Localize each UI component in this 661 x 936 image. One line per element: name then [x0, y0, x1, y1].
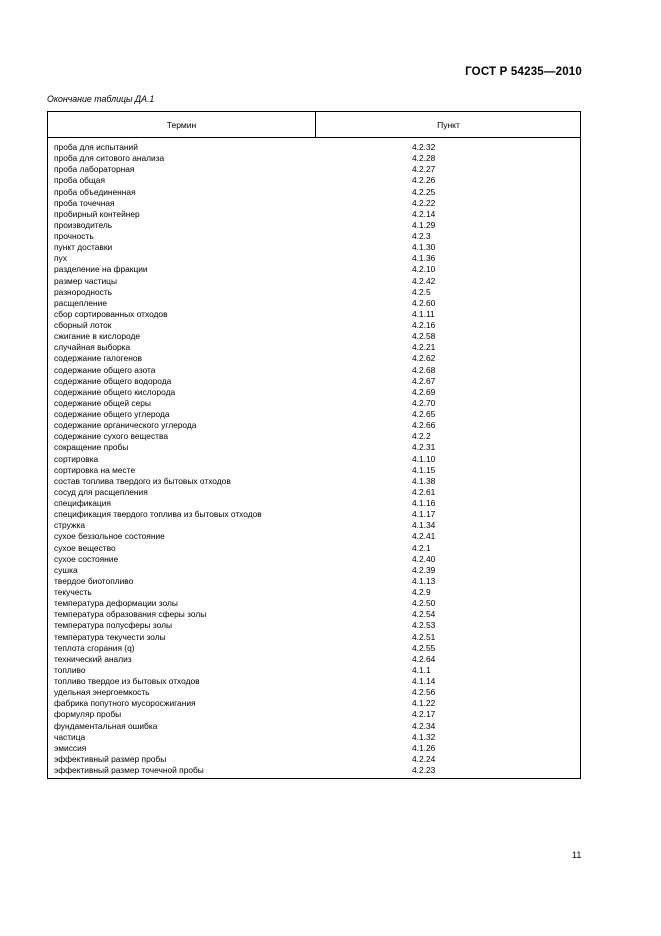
term-cell: содержание общего углерода: [54, 409, 170, 419]
point-cell: 4.1.10: [412, 453, 436, 464]
table-caption: Окончание таблицы ДА.1: [47, 94, 155, 104]
table-row: [48, 709, 580, 720]
point-cell: 4.1.13: [412, 575, 436, 586]
table-row: [48, 643, 580, 654]
term-cell: сжигание в кислороде: [54, 331, 140, 342]
term-cell: сбор сортированных отходов: [54, 308, 168, 319]
term-cell: стружка: [54, 520, 85, 531]
table-row: [48, 309, 580, 320]
table-row: [48, 287, 580, 298]
term-cell: температура текучести золы: [54, 631, 166, 642]
term-cell: разделение на фракции: [54, 264, 148, 275]
term-cell: пух: [54, 253, 67, 264]
table-row: [48, 520, 580, 531]
point-cell: 4.1.26: [412, 742, 436, 753]
point-cell: 4.2.21: [412, 342, 436, 353]
table-row: [48, 654, 580, 665]
table-row: [48, 476, 580, 487]
table-row: [48, 342, 580, 353]
point-cell: 4.2.26: [412, 175, 436, 186]
table-row: [48, 442, 580, 453]
table-row: [48, 220, 580, 231]
table-row: [48, 420, 580, 431]
term-cell: эффективный размер пробы: [54, 753, 167, 764]
term-cell: состав топлива твердого из бытовых отходов: [54, 475, 231, 486]
term-cell: проба для испытаний: [54, 142, 138, 152]
table-row: [48, 554, 580, 565]
point-cell: 4.2.31: [412, 442, 436, 453]
term-cell: удельная энергоемкость: [54, 687, 150, 698]
point-cell: 4.2.60: [412, 297, 436, 308]
term-cell: содержание сухого вещества: [54, 431, 168, 442]
table-row: [48, 587, 580, 598]
point-cell: 4.2.68: [412, 364, 436, 375]
point-cell: 4.2.10: [412, 264, 436, 275]
term-cell: разнородность: [54, 286, 113, 297]
term-cell: сокращение пробы: [54, 442, 129, 453]
point-cell: 4.2.41: [412, 531, 436, 542]
table-row: [48, 242, 580, 253]
point-cell: 4.2.66: [412, 420, 436, 431]
table-row: [48, 431, 580, 442]
term-cell: топливо твердое из бытовых отходов: [54, 676, 200, 686]
term-cell: прочность: [54, 231, 94, 241]
document-code: ГОСТ Р 54235—2010: [465, 66, 582, 78]
point-cell: 4.2.2: [412, 431, 431, 442]
point-cell: 4.2.69: [412, 386, 436, 397]
table-row: [48, 387, 580, 398]
point-cell: 4.2.50: [412, 598, 436, 609]
table-row: [48, 754, 580, 765]
point-cell: 4.1.14: [412, 676, 436, 686]
point-cell: 4.2.5: [412, 286, 431, 297]
term-cell: проба точечная: [54, 197, 115, 208]
point-cell: 4.2.32: [412, 142, 436, 152]
term-cell: сухое состояние: [54, 553, 119, 564]
term-cell: эффективный размер точечной пробы: [54, 765, 204, 775]
term-cell: частица: [54, 731, 86, 742]
term-cell: содержание общего водорода: [54, 375, 172, 386]
table-row: [48, 576, 580, 587]
point-cell: 4.2.27: [412, 164, 436, 175]
term-cell: содержание органического углерода: [54, 420, 197, 431]
term-cell: сортировка на месте: [54, 464, 136, 475]
point-cell: 4.2.1: [412, 542, 431, 553]
term-cell: размер частицы: [54, 275, 118, 286]
point-cell: 4.2.53: [412, 620, 436, 631]
term-cell: проба общая: [54, 175, 105, 186]
point-cell: 4.2.34: [412, 720, 436, 731]
term-cell: топливо: [54, 664, 86, 675]
term-cell: температура деформации золы: [54, 598, 178, 609]
table-row: [48, 142, 580, 153]
term-cell: температура полусферы золы: [54, 620, 173, 631]
column-divider: [315, 112, 316, 138]
point-cell: 4.2.56: [412, 687, 436, 698]
table-row: [48, 665, 580, 676]
table-row: [48, 687, 580, 698]
point-cell: 4.2.24: [412, 753, 436, 764]
term-cell: спецификация: [54, 498, 111, 508]
table-header: [48, 112, 580, 138]
table-row: [48, 331, 580, 342]
table-row: [48, 276, 580, 287]
table-row: [48, 609, 580, 620]
point-cell: 4.2.70: [412, 397, 436, 408]
table-row: [48, 632, 580, 643]
term-cell: сухое беззольное состояние: [54, 531, 165, 542]
table-row: [48, 565, 580, 576]
table-row: [48, 765, 580, 776]
point-cell: 4.2.67: [412, 375, 436, 386]
term-cell: сушка: [54, 564, 78, 575]
table-row: [48, 320, 580, 331]
term-cell: содержание общего азота: [54, 364, 156, 375]
table-row: [48, 509, 580, 520]
point-cell: 4.1.38: [412, 475, 436, 486]
table-row: [48, 264, 580, 275]
table-row: [48, 743, 580, 754]
table-row: [48, 153, 580, 164]
term-cell: спецификация твердого топлива из бытовых отходов: [54, 509, 262, 520]
term-cell: пробирный контейнер: [54, 208, 140, 219]
point-cell: 4.2.25: [412, 186, 436, 197]
point-cell: 4.2.14: [412, 208, 436, 219]
table-row: [48, 543, 580, 554]
table-row: [48, 175, 580, 186]
term-cell: эмиссия: [54, 742, 87, 753]
term-cell: сухое вещество: [54, 542, 116, 553]
term-cell: текучесть: [54, 587, 92, 597]
table-body: [48, 142, 580, 776]
point-cell: 4.2.23: [412, 765, 436, 775]
table-row: [48, 164, 580, 175]
table-row: [48, 398, 580, 409]
table-row: [48, 253, 580, 264]
point-cell: 4.1.22: [412, 698, 436, 709]
term-cell: формуляр пробы: [54, 709, 122, 720]
point-cell: 4.1.16: [412, 498, 436, 508]
table-row: [48, 209, 580, 220]
term-cell: сосуд для расщепления: [54, 486, 148, 497]
term-cell: фабрика попутного мусоросжигания: [54, 698, 196, 709]
table-row: [48, 531, 580, 542]
point-cell: 4.2.42: [412, 275, 436, 286]
point-cell: 4.1.30: [412, 242, 436, 253]
table-row: [48, 454, 580, 465]
term-cell: проба для ситового анализа: [54, 153, 165, 164]
table-row: [48, 620, 580, 631]
point-cell: 4.2.3: [412, 231, 431, 241]
table-row: [48, 231, 580, 242]
point-cell: 4.2.28: [412, 153, 436, 164]
term-cell: содержание галогенов: [54, 353, 142, 364]
table-row: [48, 187, 580, 198]
point-cell: 4.1.36: [412, 253, 436, 264]
point-cell: 4.2.39: [412, 564, 436, 575]
terms-table: [47, 111, 581, 779]
point-cell: 4.2.61: [412, 486, 436, 497]
point-cell: 4.1.11: [412, 308, 435, 319]
term-cell: сборный лоток: [54, 320, 112, 330]
column-header-term: Термин: [166, 120, 197, 130]
point-cell: 4.2.40: [412, 553, 436, 564]
point-cell: 4.2.62: [412, 353, 436, 364]
table-row: [48, 487, 580, 498]
point-cell: 4.1.29: [412, 219, 436, 230]
term-cell: сортировка: [54, 453, 99, 464]
table-row: [48, 676, 580, 687]
point-cell: 4.2.17: [412, 709, 436, 720]
table-row: [48, 721, 580, 732]
term-cell: температура образования сферы золы: [54, 609, 207, 620]
point-cell: 4.1.32: [412, 731, 436, 742]
table-row: [48, 598, 580, 609]
term-cell: твердое биотопливо: [54, 575, 134, 586]
point-cell: 4.1.34: [412, 520, 436, 531]
term-cell: фундаментальная ошибка: [54, 720, 158, 731]
point-cell: 4.1.17: [412, 509, 436, 520]
point-cell: 4.1.1: [412, 664, 431, 675]
term-cell: содержание общей серы: [54, 397, 151, 408]
point-cell: 4.2.58: [412, 331, 436, 342]
term-cell: технический анализ: [54, 653, 132, 664]
table-row: [48, 732, 580, 743]
term-cell: случайная выборка: [54, 342, 131, 353]
table-row: [48, 298, 580, 309]
term-cell: проба объединенная: [54, 186, 136, 197]
table-row: [48, 698, 580, 709]
table-row: [48, 409, 580, 420]
term-cell: содержание общего кислорода: [54, 386, 176, 397]
column-header-point: Пункт: [437, 120, 460, 130]
table-row: [48, 376, 580, 387]
term-cell: производитель: [54, 219, 113, 230]
term-cell: теплота сгорания (q): [54, 642, 135, 653]
term-cell: проба лабораторная: [54, 164, 135, 175]
term-cell: расщепление: [54, 297, 107, 308]
table-row: [48, 498, 580, 509]
page-number: 11: [572, 850, 582, 860]
point-cell: 4.2.51: [412, 631, 436, 642]
point-cell: 4.2.55: [412, 642, 436, 653]
table-row: [48, 365, 580, 376]
table-row: [48, 353, 580, 364]
term-cell: пункт доставки: [54, 242, 113, 253]
point-cell: 4.2.54: [412, 609, 436, 620]
point-cell: 4.1.15: [412, 464, 436, 475]
point-cell: 4.2.9: [412, 587, 431, 597]
point-cell: 4.2.65: [412, 409, 436, 419]
point-cell: 4.2.64: [412, 653, 436, 664]
point-cell: 4.2.16: [412, 320, 436, 330]
point-cell: 4.2.22: [412, 197, 436, 208]
table-row: [48, 465, 580, 476]
table-row: [48, 198, 580, 209]
